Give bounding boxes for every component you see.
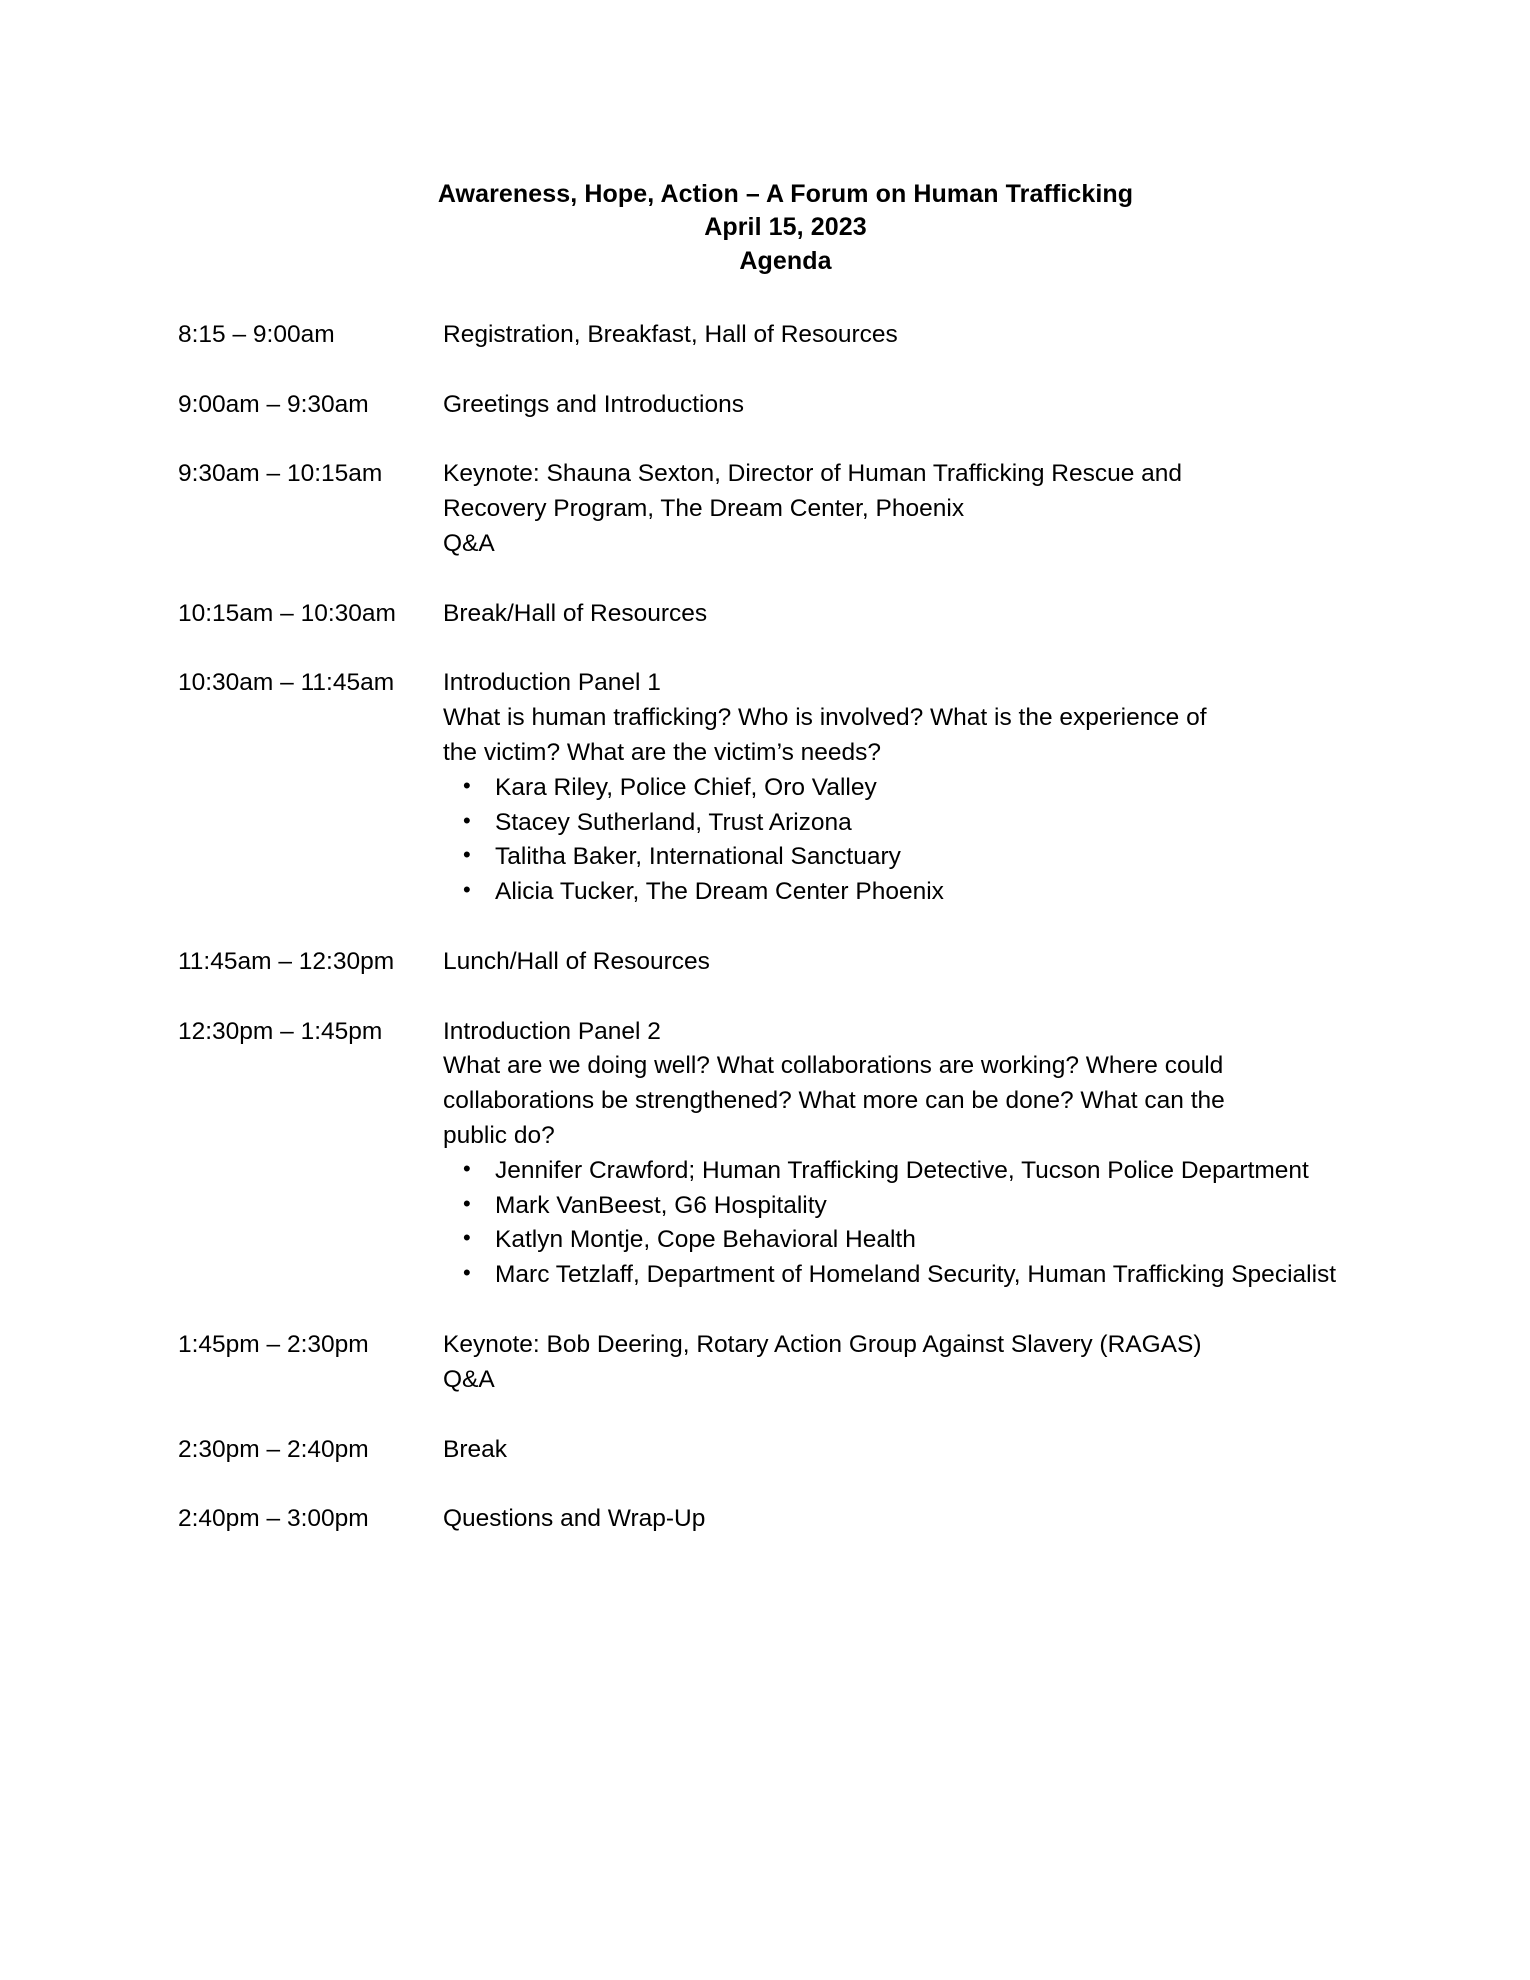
list-item: • Kara Riley, Police Chief, Oro Valley [443,771,1353,806]
agenda-description [443,318,1353,388]
agenda-description-line: collaborations be strengthened? What more can be done? What can the [443,1087,1225,1115]
agenda-description [443,1328,1353,1433]
agenda-panelist-list [443,1154,1353,1293]
list-item: • Marc Tetzlaff, Department of Homeland Security, Human Trafficking Specialist [443,1258,1353,1293]
agenda-description-line: Keynote: Shauna Sexton, Director of Human Trafficking Rescue and [443,460,1183,488]
agenda-description [443,388,1353,458]
agenda-row [178,457,1353,596]
list-item: • Mark VanBeest, G6 Hospitality [443,1189,1353,1224]
agenda-description-line: the victim? What are the victim’s needs? [443,739,882,766]
agenda-row [178,1433,1353,1503]
agenda-row [178,1502,1353,1572]
agenda-table [178,318,1353,1572]
agenda-description [443,597,1353,667]
agenda-time: 9:00am – 9:30am [178,390,369,418]
agenda-description [443,1015,1353,1328]
list-item: • Talitha Baker, International Sanctuary [443,840,1353,875]
agenda-description-line: Introduction Panel 1 [443,669,661,697]
agenda-time: 11:45am – 12:30pm [178,947,395,975]
agenda-description-line: Questions and Wrap-Up [443,1505,706,1533]
agenda-description-line: Recovery Program, The Dream Center, Phoenix [443,495,965,523]
title-line-agenda: Agenda [739,246,832,275]
list-item: • Stacey Sutherland, Trust Arizona [443,806,1353,841]
agenda-description-line: Q&A [443,529,495,557]
agenda-time: 2:30pm – 2:40pm [178,1435,369,1463]
agenda-description-line: What is human trafficking? Who is involved? What is the experience of [443,704,1207,732]
list-item: • Alicia Tucker, The Dream Center Phoenix [443,875,1353,910]
list-item: • Katlyn Montje, Cope Behavioral Health [443,1223,1353,1258]
agenda-description [443,945,1353,1015]
agenda-time: 10:15am – 10:30am [178,599,396,627]
agenda-description-line: Keynote: Bob Deering, Rotary Action Group Against Slavery (RAGAS) [443,1330,1202,1358]
agenda-description-line: Q&A [443,1365,495,1393]
agenda-row [178,318,1353,388]
agenda-description [443,1433,1353,1503]
agenda-time: 2:40pm – 3:00pm [178,1505,369,1533]
document-title-block [218,178,1353,278]
agenda-time: 10:30am – 11:45am [178,669,395,697]
agenda-time: 8:15 – 9:00am [178,320,335,348]
agenda-time: 1:45pm – 2:30pm [178,1330,369,1358]
title-line-date: April 15, 2023 [704,213,867,242]
agenda-description-line: Break/Hall of Resources [443,599,708,627]
agenda-row [178,1328,1353,1433]
agenda-description-line: public do? [443,1122,555,1150]
agenda-description-line: What are we doing well? What collaborations are working? Where could [443,1052,1224,1080]
agenda-description [443,666,1353,944]
agenda-description-line: Registration, Breakfast, Hall of Resources [443,320,898,348]
agenda-description-line: Introduction Panel 2 [443,1017,661,1045]
agenda-row [178,388,1353,458]
title-line-event: Awareness, Hope, Action – A Forum on Human Trafficking [437,180,1134,208]
document-content [178,178,1353,1572]
agenda-row [178,1015,1353,1328]
agenda-description-line: Greetings and Introductions [443,390,744,418]
agenda-description-line: Lunch/Hall of Resources [443,947,710,975]
agenda-row [178,666,1353,944]
list-item: • Jennifer Crawford; Human Trafficking Detective, Tucson Police Department [443,1154,1353,1189]
agenda-panelist-list [443,771,1353,910]
agenda-time: 12:30pm – 1:45pm [178,1017,383,1045]
agenda-description [443,457,1353,596]
agenda-time: 9:30am – 10:15am [178,460,383,488]
agenda-description-line: Break [443,1435,508,1463]
agenda-description [443,1502,1353,1572]
agenda-row [178,597,1353,667]
agenda-row [178,945,1353,1015]
